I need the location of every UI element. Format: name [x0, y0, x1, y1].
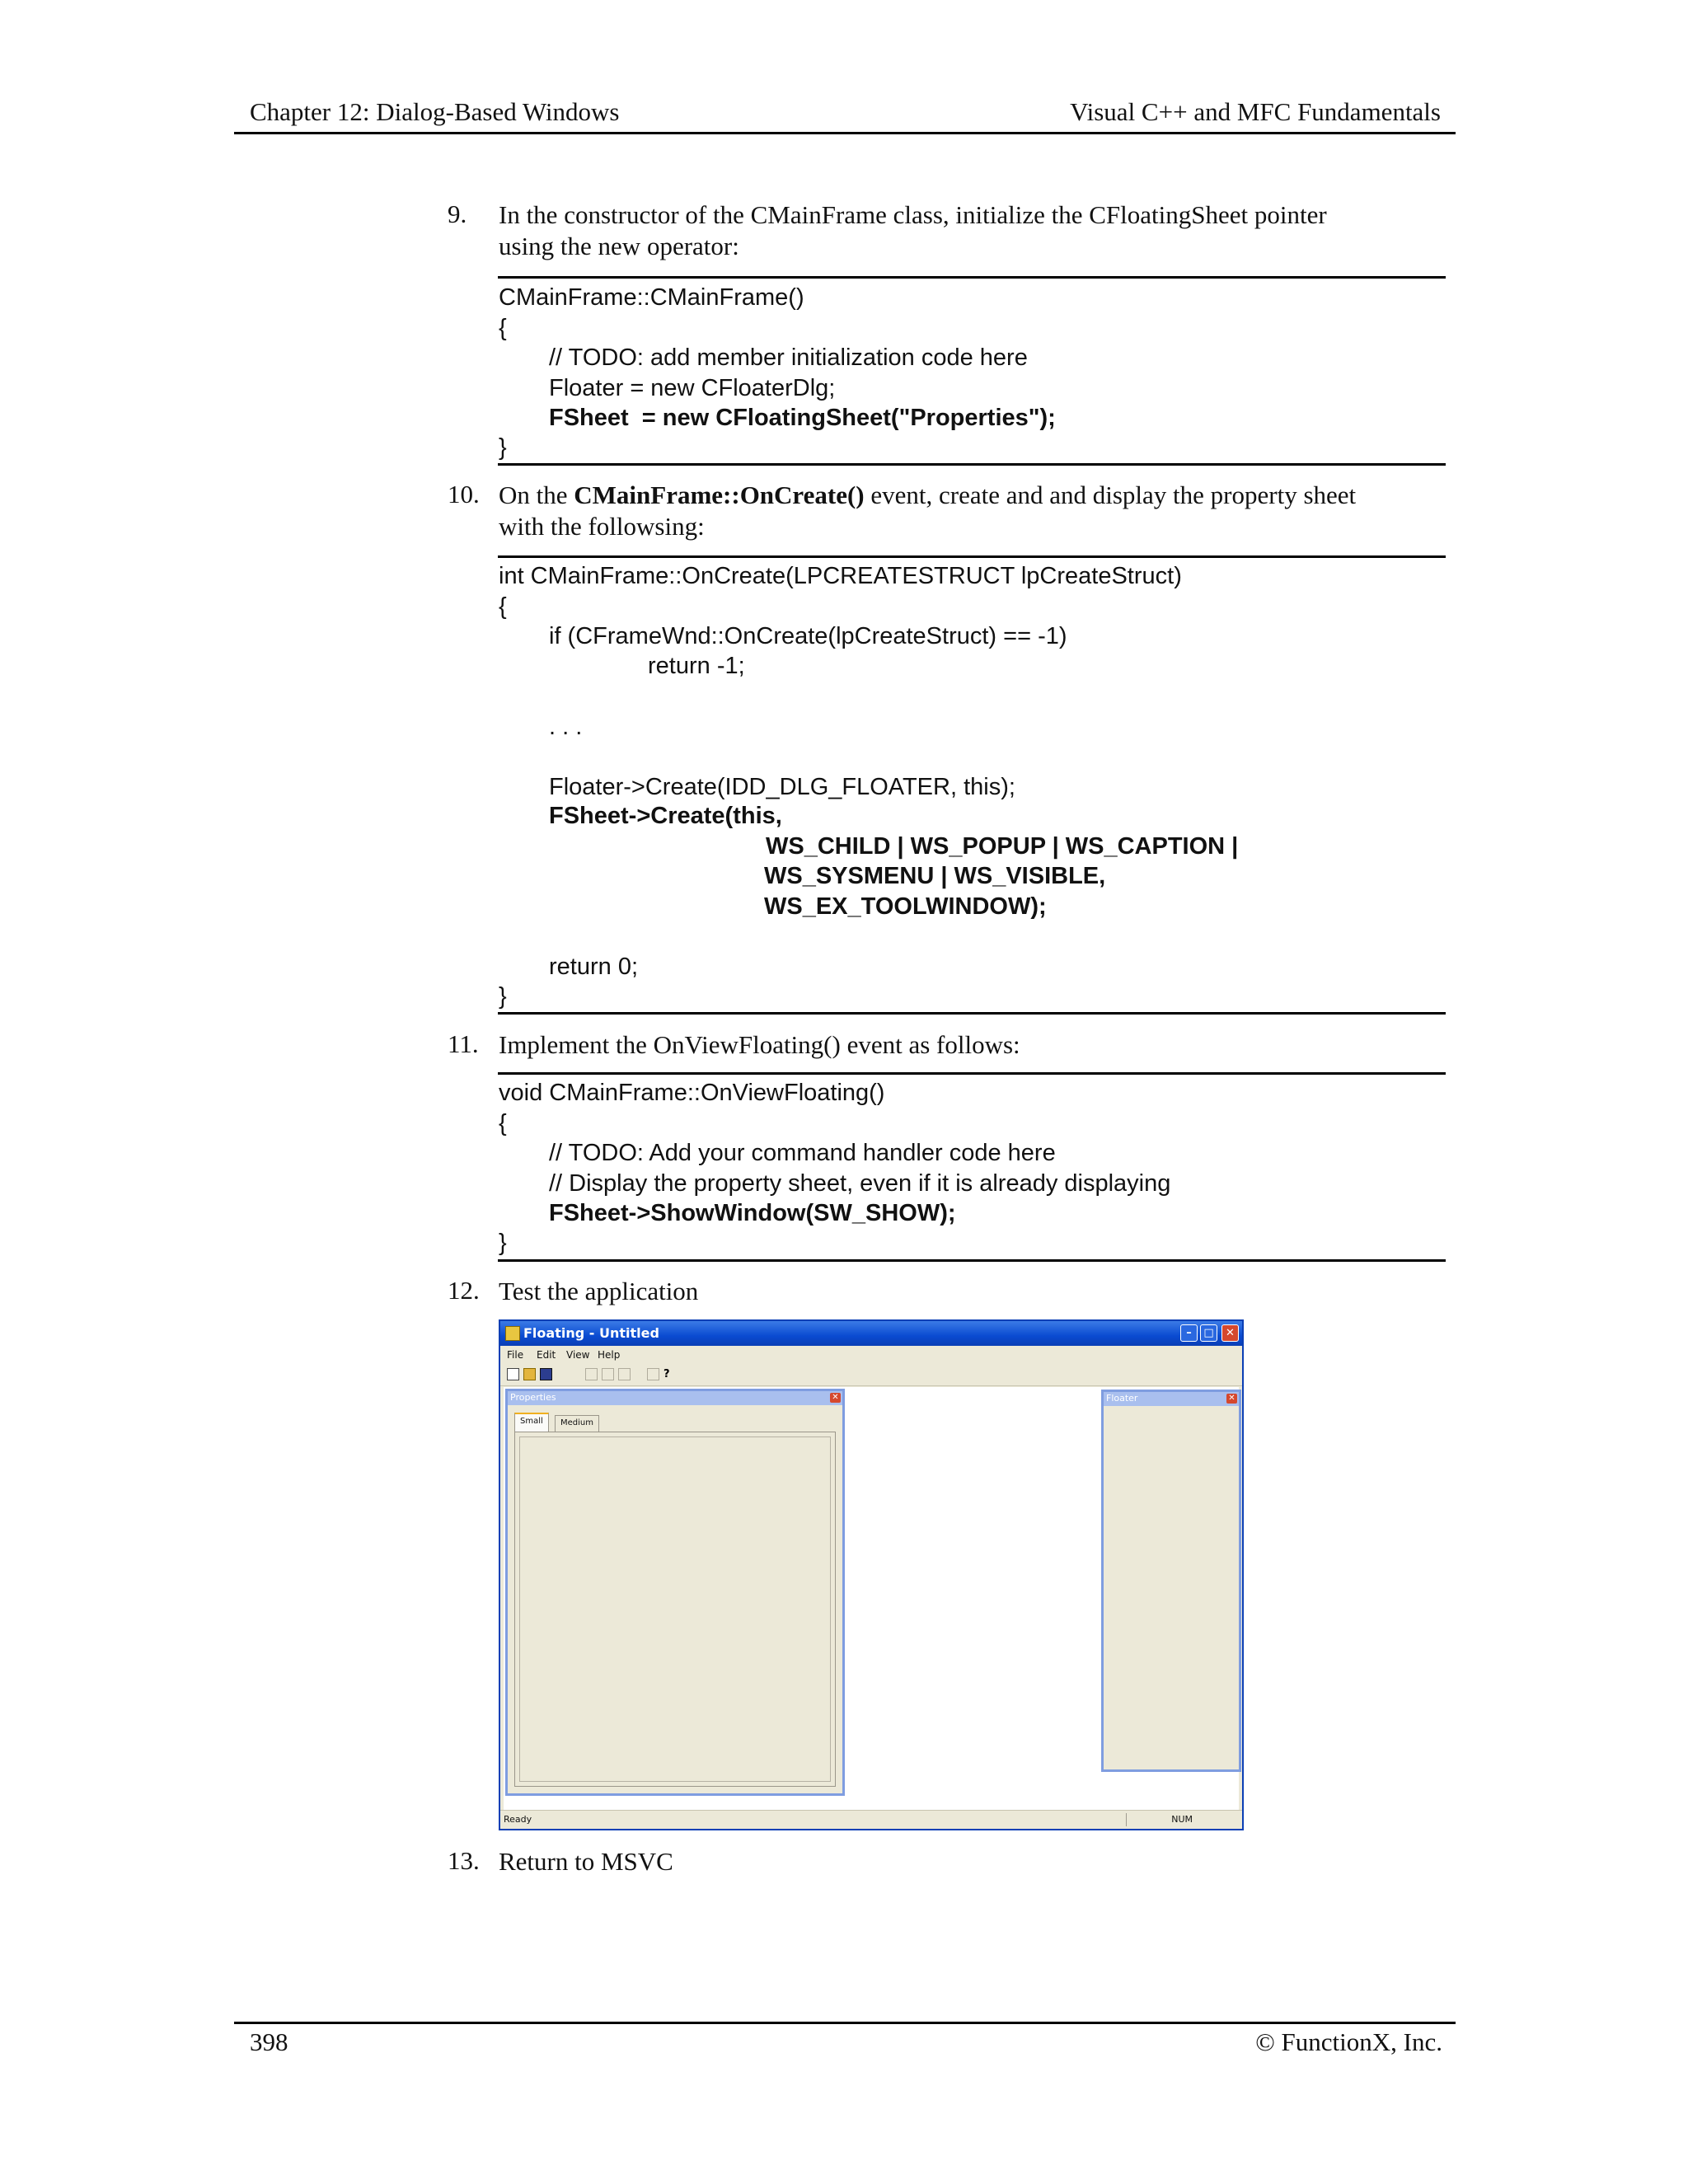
menu-edit[interactable]: Edit — [537, 1349, 556, 1361]
step-number: 9. — [448, 199, 467, 228]
step-text — [499, 199, 1447, 262]
properties-sheet — [505, 1389, 845, 1796]
menu-bar — [500, 1346, 1242, 1364]
floater-title: Floater — [1106, 1393, 1138, 1404]
code-rule — [498, 1012, 1446, 1015]
step-line: with the followsing: — [499, 512, 705, 541]
code-rule — [498, 276, 1446, 279]
app-icon — [505, 1326, 520, 1341]
code-line: Floater = new CFloaterDlg; — [549, 375, 836, 401]
properties-title: Properties — [510, 1392, 556, 1403]
copyright: © FunctionX, Inc. — [1255, 2027, 1442, 2056]
code-line: { — [499, 315, 507, 341]
code-line-bold: WS_EX_TOOLWINDOW); — [764, 893, 1047, 920]
tab-medium[interactable]: Medium — [555, 1415, 599, 1432]
step-text-plain: event, create and and display the property sheet — [864, 480, 1357, 509]
new-file-icon[interactable] — [507, 1368, 519, 1380]
step-text: Implement the OnViewFloating() event as follows: — [499, 1030, 1020, 1059]
code-line: } — [499, 1230, 507, 1256]
status-bar — [500, 1810, 1242, 1829]
step-text: Return to MSVC — [499, 1847, 673, 1876]
properties-titlebar — [508, 1391, 842, 1405]
step-number: 10. — [448, 480, 480, 509]
tab-page-frame — [519, 1436, 831, 1782]
code-rule — [498, 1072, 1446, 1075]
code-line: // TODO: Add your command handler code here — [549, 1140, 1056, 1166]
step-text — [499, 480, 1447, 542]
tab-small[interactable]: Small — [514, 1413, 549, 1432]
step-text-bold: CMainFrame::OnCreate() — [574, 480, 865, 509]
code-line-bold: FSheet = new CFloatingSheet("Properties"); — [549, 405, 1056, 431]
close-icon[interactable]: ✕ — [1221, 1324, 1239, 1342]
tab-page — [514, 1432, 836, 1787]
code-line: { — [499, 593, 507, 620]
running-header-book: Visual C++ and MFC Fundamentals — [1070, 97, 1441, 126]
code-line-bold: FSheet->Create(this, — [549, 803, 782, 829]
client-area — [504, 1387, 1239, 1811]
code-line-bold: WS_CHILD | WS_POPUP | WS_CAPTION | — [766, 833, 1239, 860]
menu-file[interactable]: File — [507, 1349, 524, 1361]
window-titlebar — [500, 1321, 1242, 1346]
open-folder-icon[interactable] — [523, 1368, 536, 1380]
floater-titlebar — [1104, 1392, 1239, 1406]
code-line: } — [499, 983, 507, 1010]
code-line: Floater->Create(IDD_DLG_FLOATER, this); — [549, 774, 1015, 800]
toolbar — [500, 1364, 1242, 1386]
code-line-bold: FSheet->ShowWindow(SW_SHOW); — [549, 1200, 956, 1226]
copy-icon[interactable] — [602, 1368, 614, 1380]
status-separator — [1126, 1813, 1127, 1826]
code-rule — [498, 1259, 1446, 1262]
code-line: if (CFrameWnd::OnCreate(lpCreateStruct) == -1) — [549, 623, 1067, 649]
code-line: int CMainFrame::OnCreate(LPCREATESTRUCT lpCreateStruct) — [499, 563, 1182, 589]
status-ready: Ready — [504, 1814, 532, 1825]
running-header-chapter: Chapter 12: Dialog-Based Windows — [250, 97, 620, 126]
paste-icon[interactable] — [618, 1368, 631, 1380]
step-line: In the constructor of the CMainFrame class, initialize the CFloatingSheet pointer — [499, 200, 1327, 229]
step-text-plain: On the — [499, 480, 574, 509]
step-line: using the new operator: — [499, 232, 739, 260]
code-line: } — [499, 434, 507, 461]
code-rule — [498, 463, 1446, 466]
code-line-bold: WS_SYSMENU | WS_VISIBLE, — [764, 863, 1106, 889]
save-icon[interactable] — [540, 1368, 552, 1380]
menu-help[interactable]: Help — [598, 1349, 621, 1361]
code-line: void CMainFrame::OnViewFloating() — [499, 1080, 885, 1106]
app-screenshot — [499, 1319, 1244, 1830]
properties-close-icon[interactable]: ✕ — [830, 1393, 841, 1403]
code-line: // Display the property sheet, even if it is already displaying — [549, 1170, 1171, 1197]
footer-rule — [234, 2022, 1456, 2024]
floater-close-icon[interactable]: ✕ — [1226, 1394, 1237, 1404]
code-rule — [498, 555, 1446, 558]
code-line: . . . — [549, 714, 583, 740]
minimize-icon[interactable]: – — [1180, 1324, 1198, 1342]
maximize-icon[interactable]: □ — [1200, 1324, 1217, 1342]
page-number: 398 — [250, 2027, 288, 2056]
code-line: { — [499, 1110, 507, 1137]
code-line: return 0; — [549, 954, 638, 980]
window-title: Floating - Untitled — [523, 1325, 659, 1341]
header-rule — [234, 132, 1456, 134]
cut-icon[interactable] — [585, 1368, 598, 1380]
help-icon[interactable]: ? — [663, 1368, 670, 1380]
menu-view[interactable]: View — [566, 1349, 590, 1361]
step-number: 12. — [448, 1276, 480, 1305]
code-line: return -1; — [648, 653, 745, 679]
print-icon[interactable] — [647, 1368, 659, 1380]
step-text: Test the application — [499, 1277, 699, 1305]
floater-dialog — [1101, 1390, 1241, 1772]
status-num: NUM — [1171, 1814, 1193, 1825]
step-line — [499, 480, 1447, 511]
step-number: 11. — [448, 1029, 479, 1058]
code-line: CMainFrame::CMainFrame() — [499, 284, 804, 311]
code-line: // TODO: add member initialization code here — [549, 344, 1028, 371]
step-number: 13. — [448, 1846, 480, 1875]
